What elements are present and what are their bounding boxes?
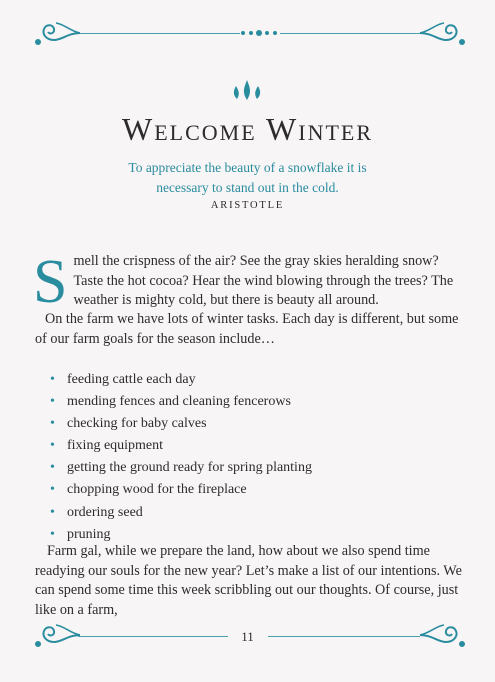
list-item: • fixing equipment bbox=[50, 435, 312, 457]
list-item: • getting the ground ready for spring planting bbox=[50, 457, 312, 479]
list-item: • pruning bbox=[50, 524, 312, 546]
epigraph-quote: To appreciate the beauty of a snowflake it is necessary to stand out in the cold. bbox=[128, 160, 367, 195]
bullet-icon: • bbox=[50, 394, 55, 410]
list-item: • checking for baby calves bbox=[50, 413, 312, 435]
page-number: 11 bbox=[241, 629, 254, 644]
page-title: Welcome Winter bbox=[121, 111, 374, 147]
list-item: • ordering seed bbox=[50, 502, 312, 524]
bullet-icon: • bbox=[50, 416, 55, 432]
top-border-line bbox=[78, 33, 240, 34]
top-center-dots-ornament bbox=[238, 28, 280, 38]
bullet-icon: • bbox=[50, 504, 55, 520]
paragraph-1 bbox=[33, 248, 465, 316]
title-drops-ornament bbox=[230, 78, 264, 102]
bullet-icon: • bbox=[50, 460, 55, 476]
bullet-icon: • bbox=[50, 526, 55, 542]
top-left-scroll-ornament bbox=[34, 18, 82, 48]
list-item: • feeding cattle each day bbox=[50, 369, 312, 391]
paragraph-3: Farm gal, while we prepare the land, how about we also spend time readying our souls for the new year? Let’s make a list of our intentions. We can spend some time this week scribbling out our thoughts. Of course, just like on a farm, bbox=[35, 543, 462, 618]
list-item: • mending fences and cleaning fencerows bbox=[50, 391, 312, 413]
bullet-icon: • bbox=[50, 372, 55, 387]
list-item: • chopping wood for the fireplace bbox=[50, 479, 312, 501]
top-border-line bbox=[280, 33, 420, 34]
top-right-scroll-ornament bbox=[418, 18, 466, 48]
epigraph-author: ARISTOTLE bbox=[210, 200, 285, 211]
drop-cap: S bbox=[33, 248, 68, 316]
bullet-icon: • bbox=[50, 482, 55, 498]
bullet-icon: • bbox=[50, 438, 55, 454]
winter-tasks-list bbox=[50, 369, 312, 546]
paragraph-1-text: mell the crispness of the air? See the gray skies heralding snow? Taste the hot cocoa? Hear the wind blowing through the trees? The weather is mighty cold, but there is beauty all around. bbox=[73, 253, 454, 308]
paragraph-2: On the farm we have lots of winter tasks. Each day is different, but some of our farm goals for the season include… bbox=[35, 311, 459, 347]
